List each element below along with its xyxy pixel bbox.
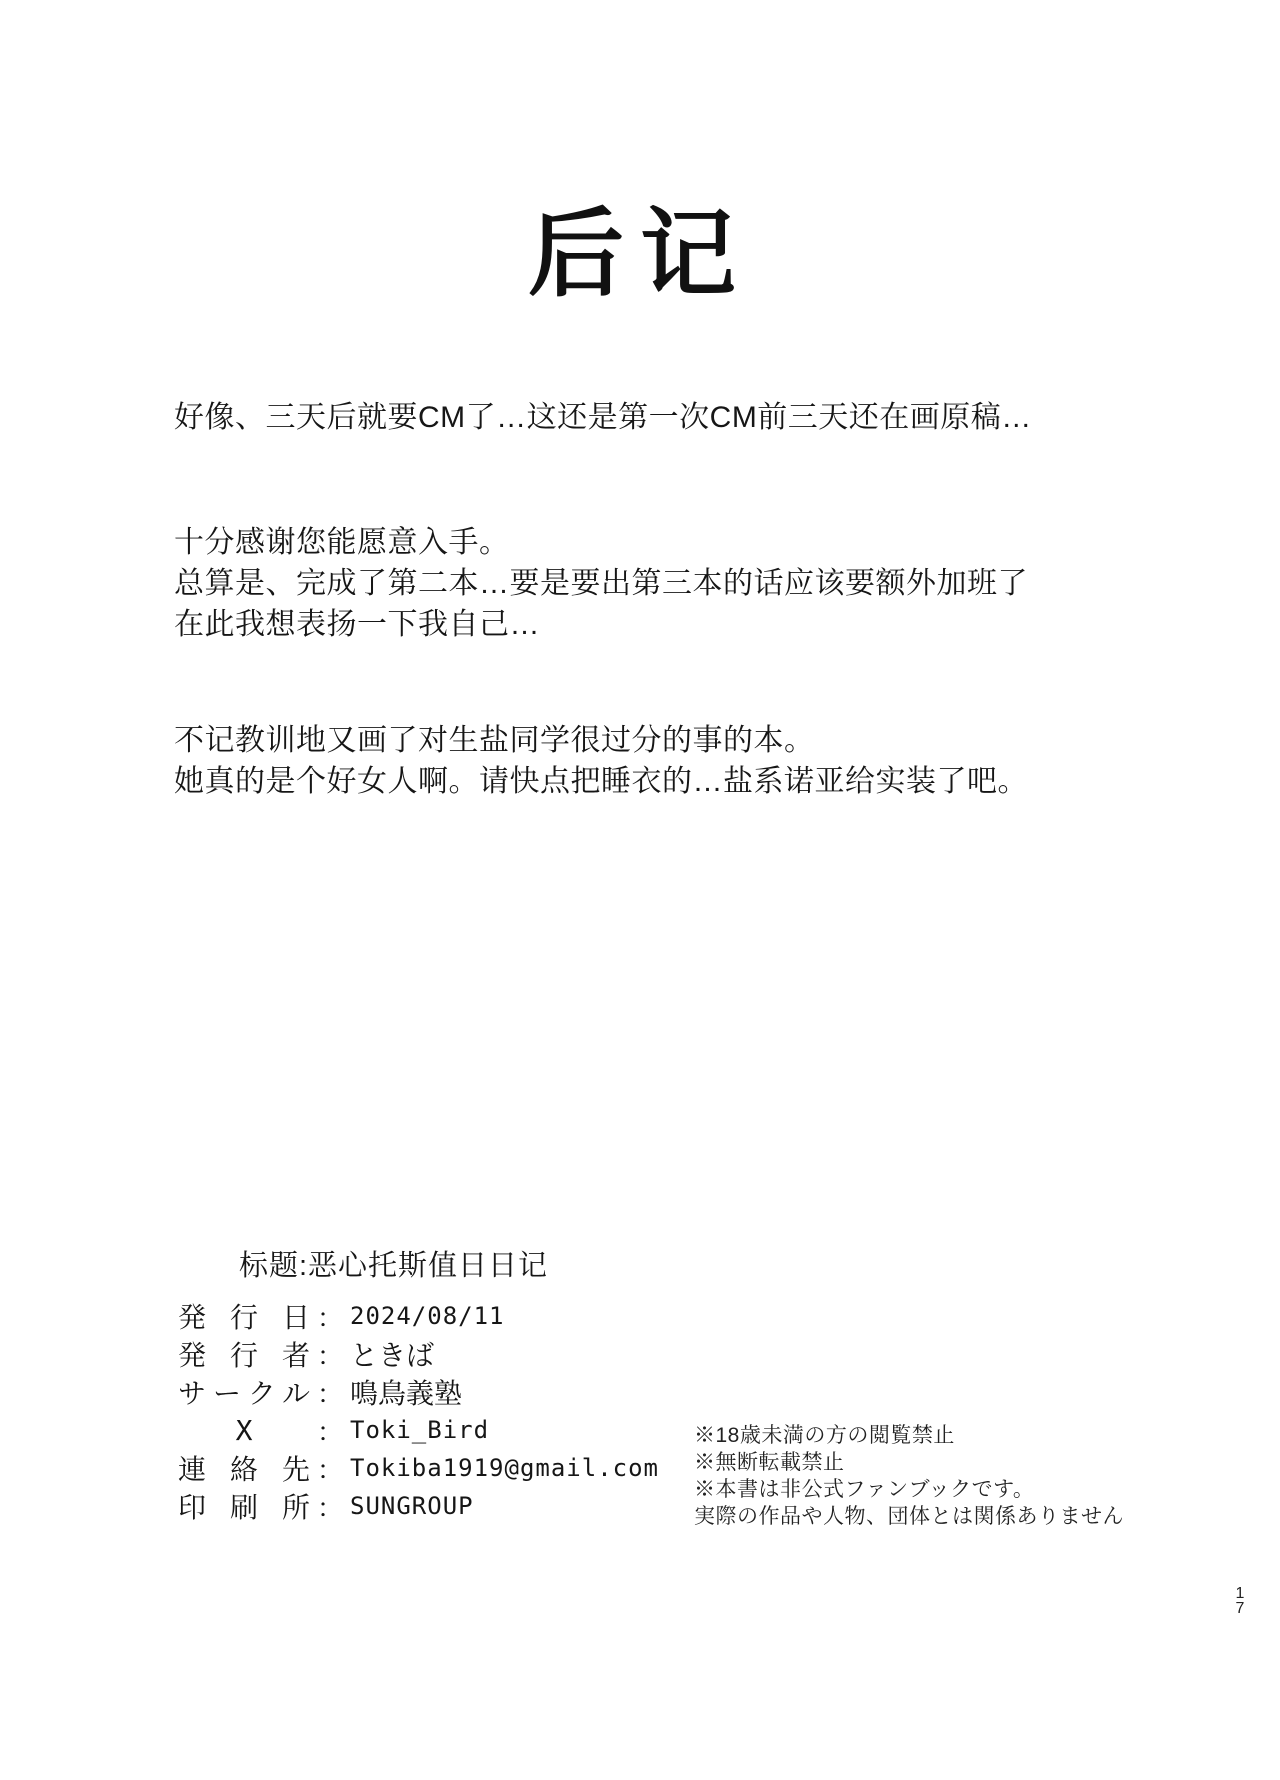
disclaimer-line: ※無断転載禁止 (694, 1451, 845, 1474)
afterword-line: 十分感谢您能愿意入手。 (174, 526, 510, 559)
colophon-value: Toki_Bird (350, 1416, 490, 1444)
colophon-value: SUNGROUP (350, 1492, 474, 1520)
colophon-value: 鳴鳥義塾 (350, 1378, 463, 1409)
disclaimer-line: ※本書は非公式ファンブックです。 (694, 1478, 1035, 1501)
colophon-row-publish-date (178, 1297, 659, 1335)
colophon-separator: ： (316, 1340, 343, 1371)
colophon-separator: ： (316, 1378, 343, 1409)
colophon-label: X (235, 1413, 253, 1447)
page-number-digit: 1 (1235, 1585, 1245, 1602)
afterword-line: 在此我想表扬一下我自己… (174, 608, 540, 641)
afterword-paragraph-2 (174, 522, 1028, 645)
afterword-line: 不记教训地又画了对生盐同学很过分的事的本。 (174, 724, 815, 757)
afterword-paragraph-3 (174, 720, 1028, 802)
colophon-value: 2024/08/11 (350, 1302, 505, 1330)
colophon-value: ときば (350, 1340, 435, 1371)
colophon-separator: ： (316, 1416, 343, 1447)
colophon-row-contact (178, 1449, 659, 1487)
colophon-separator: ： (316, 1492, 343, 1523)
colophon-label: 発行日 (178, 1302, 310, 1333)
colophon-row-circle (178, 1373, 659, 1411)
page-number-digit: 7 (1235, 1600, 1245, 1617)
afterword-line: 好像、三天后就要CM了…这还是第一次CM前三天还在画原稿… (174, 401, 1032, 434)
page-number (1233, 1586, 1247, 1616)
colophon-label: 連絡先 (178, 1454, 310, 1485)
colophon-row-publisher (178, 1335, 659, 1373)
colophon-table (178, 1297, 659, 1525)
afterword-paragraph-1 (174, 398, 1032, 438)
colophon-separator: ： (316, 1454, 343, 1485)
disclaimer-notes (694, 1422, 1124, 1530)
colophon-separator: ： (316, 1302, 343, 1333)
colophon-label: サークル (178, 1378, 310, 1409)
colophon-row-printer (178, 1487, 659, 1525)
disclaimer-line: ※18歳未満の方の閲覧禁止 (694, 1424, 955, 1447)
book-title: 标题:恶心托斯值日日记 (239, 1250, 549, 1282)
disclaimer-line: 実際の作品や人物、団体とは関係ありません (694, 1505, 1124, 1528)
page-title: 后记 (528, 197, 752, 310)
colophon-label: 印刷所 (178, 1492, 310, 1523)
colophon-label: 発行者 (178, 1340, 310, 1371)
afterword-line: 总算是、完成了第二本…要是要出第三本的话应该要额外加班了 (174, 567, 1028, 600)
colophon-row-x-account (178, 1411, 659, 1449)
afterword-line: 她真的是个好女人啊。请快点把睡衣的…盐系诺亚给实装了吧。 (174, 765, 1028, 798)
colophon-value: Tokiba1919@gmail.com (350, 1454, 659, 1482)
